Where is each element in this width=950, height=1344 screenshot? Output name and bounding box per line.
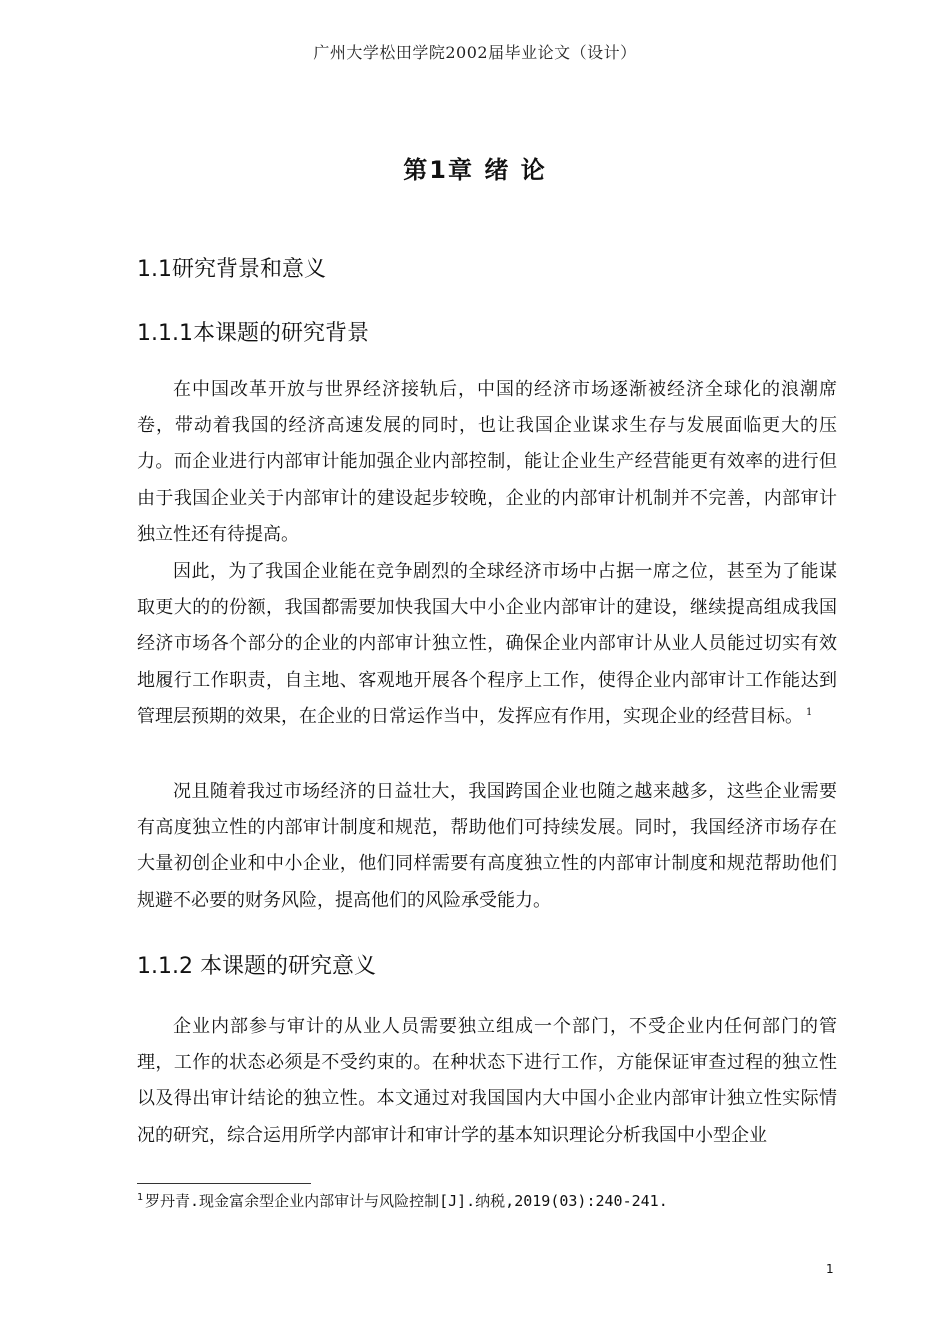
- chapter-title: 第1章 绪 论: [403, 156, 547, 184]
- section-heading-1-1-2: 1.1.2 本课题的研究意义: [137, 954, 376, 979]
- running-header: 广州大学松田学院2002届毕业论文（设计）: [313, 43, 637, 62]
- footnote-divider: [137, 1183, 311, 1184]
- footnote-mark: 1: [137, 1192, 144, 1203]
- paragraph-background-2-text: 因此，为了我国企业能在竞争剧烈的全球经济市场中占据一席之位，甚至为了能谋取更大的的份额，我国都需要加快我国大中小企业内部审计的建设，继续提高组成我国经济市场各个部分的企业的内部审计独立性，确保企业内部审计从业人员能过切实有效地履行工作职责，自主地、客观地开展各个程序上工作，使得企业内部审计工作能达到管理层预期的效果，在企业的日常运作当中，发挥应有作用，实现企业的经营目标。: [137, 561, 837, 727]
- footnote-text: 罗丹青.现金富余型企业内部审计与风险控制[J].纳税,2019(03):240-241.: [145, 1192, 668, 1210]
- section-heading-1-1-1: 1.1.1本课题的研究背景: [137, 321, 369, 346]
- footnote-reference[interactable]: 1: [806, 706, 813, 718]
- paragraph-significance-1: 企业内部参与审计的从业人员需要独立组成一个部门，不受企业内任何部门的管理，工作的状态必须是不受约束的。在种状态下进行工作，方能保证审查过程的独立性以及得出审计结论的独立性。本文通过对我国国内大中国小企业内部审计独立性实际情况的研究，综合运用所学内部审计和审计学的基本知识理论分析我国中小型企业: [137, 1016, 837, 1146]
- paragraph-background-1: 在中国改革开放与世界经济接轨后，中国的经济市场逐渐被经济全球化的浪潮席卷，带动着我国的经济高速发展的同时，也让我国企业谋求生存与发展面临更大的压力。而企业进行内部审计能加强企业内部控制，能让企业生产经营能更有效率的进行但由于我国企业关于内部审计的建设起步较晚，企业的内部审计机制并不完善，内部审计独立性还有待提高。: [137, 379, 837, 545]
- paragraph-background-3: 况且随着我过市场经济的日益壮大，我国跨国企业也随之越来越多，这些企业需要有高度独立性的内部审计制度和规范，帮助他们可持续发展。同时，我国经济市场存在大量初创企业和中小企业，他们同样需要有高度独立性的内部审计制度和规范帮助他们规避不必要的财务风险，提高他们的风险承受能力。: [137, 781, 837, 911]
- page-number: 1: [826, 1262, 834, 1276]
- paragraph-background-2: [137, 554, 837, 735]
- footnote: [137, 1190, 857, 1212]
- section-heading-1-1: 1.1研究背景和意义: [137, 257, 326, 282]
